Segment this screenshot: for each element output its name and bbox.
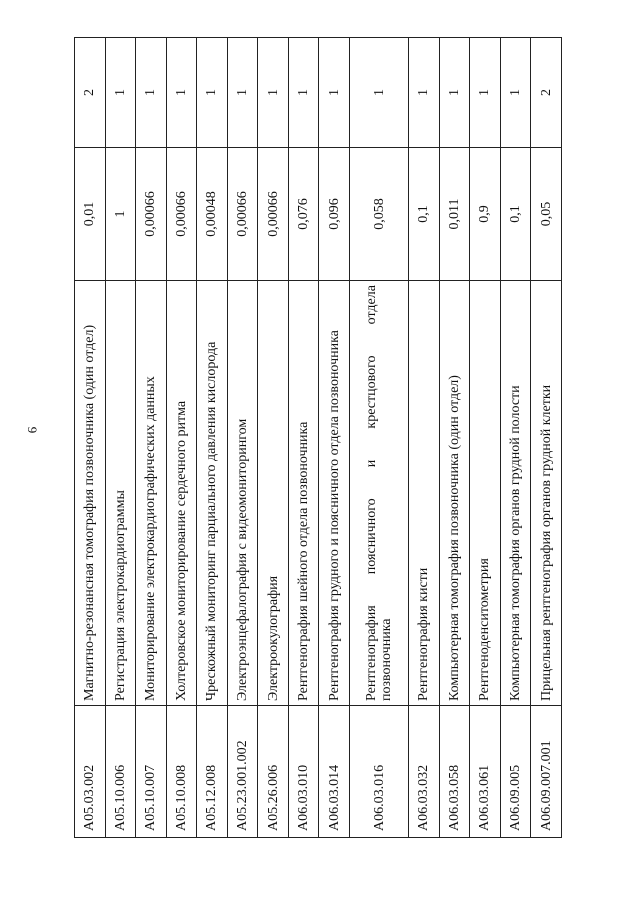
- service-code: A05.12.008: [197, 706, 228, 838]
- frequency-rate: 0,058: [349, 148, 408, 281]
- service-name: [349, 281, 408, 706]
- table-row: [105, 38, 136, 838]
- service-name: Рентгеноденситометрия: [470, 281, 501, 706]
- multiplicity: 1: [227, 38, 258, 148]
- frequency-rate: 0,05: [531, 148, 562, 281]
- multiplicity: 1: [258, 38, 289, 148]
- multiplicity: 1: [105, 38, 136, 148]
- multiplicity: 2: [75, 38, 106, 148]
- service-code: A05.03.002: [75, 706, 106, 838]
- table-row: [288, 38, 319, 838]
- table-row: [470, 38, 501, 838]
- multiplicity: 1: [349, 38, 408, 148]
- service-name: Магнитно-резонансная томография позвоночника (один отдел): [75, 281, 106, 706]
- table-row: [500, 38, 531, 838]
- table-row: [258, 38, 289, 838]
- service-name: Мониторирование электрокардиографических данных: [136, 281, 167, 706]
- service-code: A06.03.016: [349, 706, 408, 838]
- service-code: A05.23.001.002: [227, 706, 258, 838]
- table-row: [349, 38, 408, 838]
- service-code: A06.09.005: [500, 706, 531, 838]
- frequency-rate: 0,00066: [136, 148, 167, 281]
- table-row: [409, 38, 440, 838]
- service-name: Холтеровское мониторирование сердечного ритма: [166, 281, 197, 706]
- multiplicity: 1: [470, 38, 501, 148]
- table-row: [197, 38, 228, 838]
- service-name: Чрескожный мониторинг парциального давления кислорода: [197, 281, 228, 706]
- service-name: Прицельная рентгенография органов грудной клетки: [531, 281, 562, 706]
- multiplicity: 1: [439, 38, 470, 148]
- service-name: Рентгенография грудного и поясничного отдела позвоночника: [319, 281, 350, 706]
- frequency-rate: 0,1: [500, 148, 531, 281]
- table-row: [227, 38, 258, 838]
- multiplicity: 1: [409, 38, 440, 148]
- frequency-rate: 0,9: [470, 148, 501, 281]
- multiplicity: 1: [136, 38, 167, 148]
- services-table: [74, 37, 562, 838]
- service-code: A06.09.007.001: [531, 706, 562, 838]
- multiplicity: 1: [319, 38, 350, 148]
- frequency-rate: 0,00066: [227, 148, 258, 281]
- service-code: A05.26.006: [258, 706, 289, 838]
- frequency-rate: 0,00066: [258, 148, 289, 281]
- frequency-rate: 0,096: [319, 148, 350, 281]
- frequency-rate: 0,011: [439, 148, 470, 281]
- service-name: Регистрация электрокардиограммы: [105, 281, 136, 706]
- service-code: A05.10.006: [105, 706, 136, 838]
- table-row: [531, 38, 562, 838]
- multiplicity: 1: [500, 38, 531, 148]
- table-row: [319, 38, 350, 838]
- service-code: A06.03.061: [470, 706, 501, 838]
- word: Рентгенография: [364, 605, 380, 701]
- service-code: A05.10.008: [166, 706, 197, 838]
- service-code: A06.03.010: [288, 706, 319, 838]
- page-number: 9: [25, 426, 40, 434]
- service-name: Рентгенография кисти: [409, 281, 440, 706]
- service-name: Компьютерная томография позвоночника (один отдел): [439, 281, 470, 706]
- table-row: [166, 38, 197, 838]
- service-code: A05.10.007: [136, 706, 167, 838]
- service-code: A06.03.032: [409, 706, 440, 838]
- service-name-line-1: [364, 285, 379, 701]
- service-name: Рентгенография шейного отдела позвоночника: [288, 281, 319, 706]
- multiplicity: 1: [166, 38, 197, 148]
- table-row: [136, 38, 167, 838]
- word: крестцового: [364, 355, 380, 429]
- service-name: Электроэнцефалография с видеомониторингом: [227, 281, 258, 706]
- word: поясничного: [364, 498, 380, 575]
- service-name-line-2: позвоночника: [379, 618, 395, 701]
- service-name: Компьютерная томография органов грудной полости: [500, 281, 531, 706]
- table-row: [75, 38, 106, 838]
- service-code: A06.03.058: [439, 706, 470, 838]
- frequency-rate: 0,00048: [197, 148, 228, 281]
- multiplicity: 2: [531, 38, 562, 148]
- multiplicity: 1: [197, 38, 228, 148]
- frequency-rate: 0,00066: [166, 148, 197, 281]
- rotated-table-container: [74, 38, 562, 838]
- word: отдела: [364, 285, 380, 325]
- frequency-rate: 0,1: [409, 148, 440, 281]
- service-name: Электроокулография: [258, 281, 289, 706]
- multiplicity: 1: [288, 38, 319, 148]
- word: и: [364, 459, 380, 468]
- frequency-rate: 0,076: [288, 148, 319, 281]
- frequency-rate: 1: [105, 148, 136, 281]
- frequency-rate: 0,01: [75, 148, 106, 281]
- table-row: [439, 38, 470, 838]
- service-code: A06.03.014: [319, 706, 350, 838]
